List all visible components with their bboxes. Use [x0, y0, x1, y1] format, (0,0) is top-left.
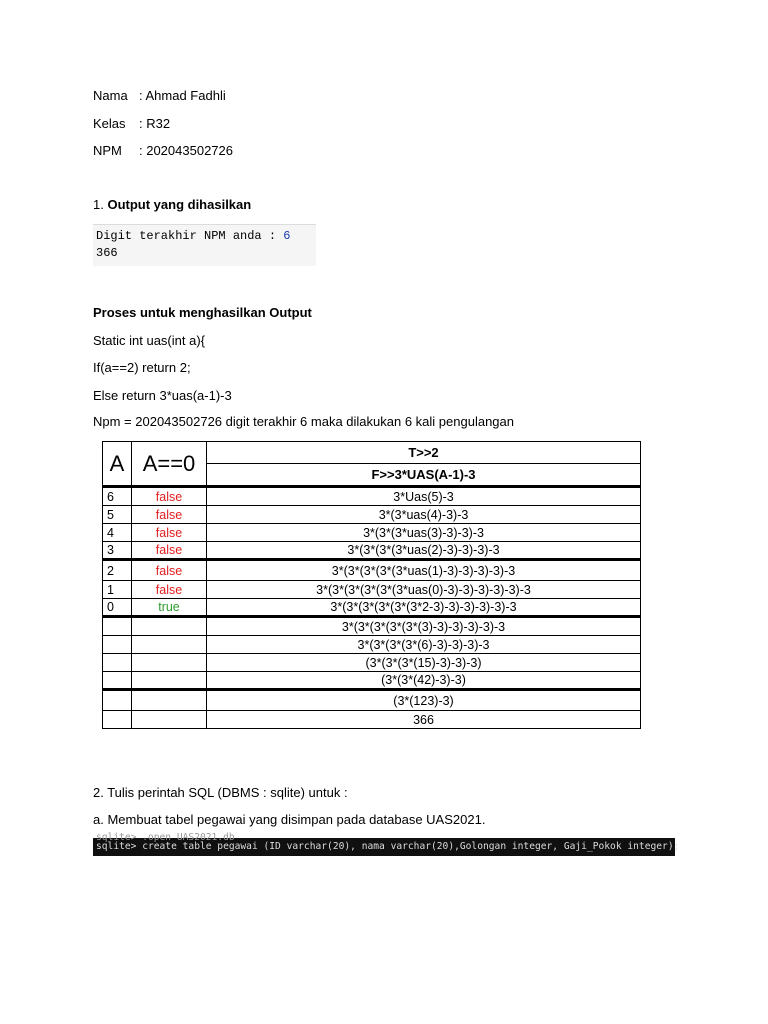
table-row	[103, 542, 641, 560]
cell-expression: 3*(3*(3*(3*uas(2)-3)-3)-3)-3	[207, 542, 641, 560]
table-row	[103, 487, 641, 506]
header-condition: A==0	[132, 442, 207, 487]
cell-expression: 3*(3*(3*(3*(6)-3)-3)-3)-3	[207, 636, 641, 654]
process-line-2: If(a==2) return 2;	[93, 360, 191, 375]
cell-condition	[132, 690, 207, 711]
cell-a: 2	[103, 560, 132, 581]
table-row	[103, 581, 641, 599]
cell-expression: 3*(3*(3*uas(3)-3)-3)-3	[207, 524, 641, 542]
table-row	[103, 654, 641, 672]
cell-condition: false	[132, 506, 207, 524]
terminal-previous-line: sqlite> .open UAS2021.db	[96, 832, 235, 843]
cell-condition: false	[132, 581, 207, 599]
process-line-1: Static int uas(int a){	[93, 333, 205, 348]
table-row	[103, 711, 641, 729]
cell-expression: (3*(3*(3*(15)-3)-3)-3)	[207, 654, 641, 672]
table-row	[103, 599, 641, 617]
cell-expression: 3*(3*(3*(3*(3*uas(1)-3)-3)-3)-3)-3	[207, 560, 641, 581]
table-body	[103, 487, 641, 729]
process-title: Proses untuk menghasilkan Output	[93, 305, 312, 320]
cell-a	[103, 711, 132, 729]
cell-expression: (3*(123)-3)	[207, 690, 641, 711]
console-line-1-value: 6	[283, 229, 291, 243]
npm-value: : 202043502726	[139, 143, 233, 158]
header-expr-true: T>>2	[207, 442, 641, 464]
cell-a: 4	[103, 524, 132, 542]
sqlite-terminal	[93, 832, 680, 856]
question-2a-text: a. Membuat tabel pegawai yang disimpan pada database UAS2021.	[93, 812, 486, 827]
console-line-2: 366	[96, 246, 118, 260]
cell-expression: 3*(3*(3*(3*(3*(3)-3)-3)-3)-3)-3	[207, 617, 641, 636]
table-row	[103, 617, 641, 636]
cell-condition: false	[132, 524, 207, 542]
cell-condition	[132, 672, 207, 690]
cell-a: 0	[103, 599, 132, 617]
cell-a: 6	[103, 487, 132, 506]
terminal-command-line: sqlite> create table pegawai (ID varchar(20), nama varchar(20),Golongan integer, Gaji_Pokok integer);	[96, 841, 680, 852]
table-row	[103, 506, 641, 524]
kelas-label: Kelas	[93, 116, 126, 131]
question-2-title: 2. Tulis perintah SQL (DBMS : sqlite) untuk :	[93, 785, 348, 800]
kelas-value: : R32	[139, 116, 171, 131]
cell-condition: false	[132, 542, 207, 560]
cell-condition: false	[132, 487, 207, 506]
cell-condition	[132, 617, 207, 636]
console-output	[93, 224, 316, 266]
cell-a	[103, 672, 132, 690]
cell-expression: 3*(3*(3*(3*(3*(3*uas(0)-3)-3)-3)-3)-3)-3	[207, 581, 641, 599]
cell-a: 3	[103, 542, 132, 560]
cell-expression: 366	[207, 711, 641, 729]
cell-a	[103, 617, 132, 636]
header-a: A	[103, 442, 132, 487]
nama-label: Nama	[93, 88, 128, 103]
cell-expression: (3*(3*(42)-3)-3)	[207, 672, 641, 690]
console-line-1	[96, 228, 316, 245]
cell-a: 1	[103, 581, 132, 599]
cell-a	[103, 636, 132, 654]
cell-condition	[132, 636, 207, 654]
question-1-number: 1.	[93, 197, 104, 212]
table-row	[103, 560, 641, 581]
nama-value: : Ahmad Fadhli	[139, 88, 226, 103]
question-1-title: Output yang dihasilkan	[107, 197, 252, 212]
table-row	[103, 524, 641, 542]
cell-a: 5	[103, 506, 132, 524]
cell-a	[103, 654, 132, 672]
cell-expression: 3*(3*uas(4)-3)-3	[207, 506, 641, 524]
cell-condition	[132, 711, 207, 729]
cell-condition: false	[132, 560, 207, 581]
question-1-heading	[93, 197, 251, 212]
header-expr-false: F>>3*UAS(A-1)-3	[207, 464, 641, 487]
npm-label: NPM	[93, 143, 122, 158]
table-row	[103, 690, 641, 711]
process-line-4: Npm = 202043502726 digit terakhir 6 maka dilakukan 6 kali pengulangan	[93, 414, 514, 429]
process-line-3: Else return 3*uas(a-1)-3	[93, 388, 232, 403]
cell-condition	[132, 654, 207, 672]
cell-expression: 3*Uas(5)-3	[207, 487, 641, 506]
cell-condition: true	[132, 599, 207, 617]
console-line-1-text: Digit terakhir NPM anda :	[96, 229, 284, 243]
recursion-table	[102, 441, 641, 729]
table-row	[103, 636, 641, 654]
cell-expression: 3*(3*(3*(3*(3*(3*2-3)-3)-3)-3)-3)-3	[207, 599, 641, 617]
table-row	[103, 672, 641, 690]
cell-a	[103, 690, 132, 711]
